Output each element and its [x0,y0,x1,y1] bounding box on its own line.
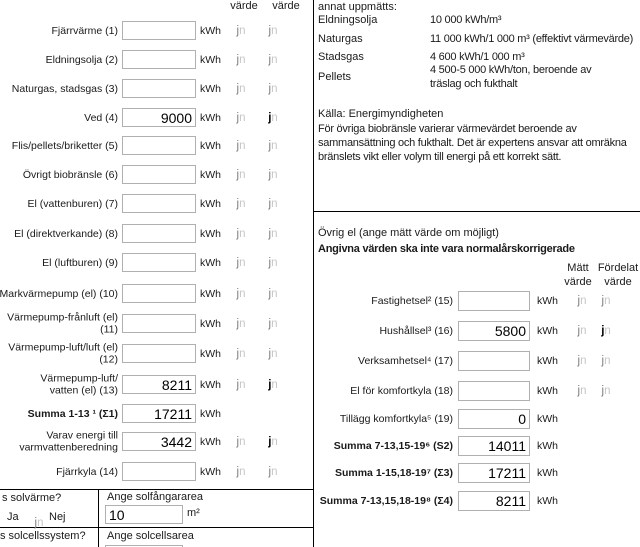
verksamhetsel-17-fordelat-varde-radio[interactable] [596,355,616,367]
el-vattenburen-7-fordelat-varde-radio[interactable] [263,198,283,210]
radio-n-glyph: n [239,111,246,124]
summa-7-13-15-18-19-sigma4-unit-kwh: kWh [537,495,558,507]
varmepump-luft-luft-12-label: Värmepump-luft/luft (el) (12) [8,341,118,366]
radio-n-glyph: n [271,378,278,391]
naturgas-stadsgas-3-input[interactable] [122,79,196,98]
el-luftburen-9-label: El (luftburen) (9) [42,256,118,269]
pv-area-label: Ange solcellsarea [107,530,194,542]
radio-n-glyph: n [580,295,587,307]
ved-4-input[interactable] [122,108,196,127]
summa-7-13-15-19-s2-unit-kwh: kWh [537,440,558,452]
radio-n-glyph: n [239,317,246,330]
radio-n-glyph: n [239,24,246,37]
el-vattenburen-7-matt-varde-radio[interactable] [231,198,251,210]
varmepump-luft-vatten-13-label: Värmepump-luft/ vatten (el) (13) [40,372,118,397]
ovrigt-biobransle-6-matt-varde-radio[interactable] [231,169,251,181]
radio-j-glyph: j [236,287,240,300]
el-direktverkande-8-unit-kwh: kWh [200,227,221,240]
radio-j-glyph: j [236,256,240,269]
fjarrkyla-14-fordelat-varde-radio[interactable] [263,466,283,478]
naturgas-stadsgas-3-matt-varde-radio[interactable] [231,83,251,95]
el-for-komfortkyla-18-label: El för komfortkyla (18) [350,384,453,397]
radio-j-glyph: j [601,355,605,367]
radio-n-glyph: n [580,385,587,397]
verksamhetsel-17-unit-kwh: kWh [537,355,558,367]
tillagg-komfortkyla-19-unit-kwh: kWh [537,413,558,425]
summa-1-13-sigma1-label: Summa 1-13 ¹ (Σ1) [27,407,118,420]
varav-energi-varmvattenberedning-matt-varde-radio[interactable] [231,436,251,448]
radio-n-glyph: n [239,197,246,210]
radio-j-glyph: j [236,168,240,181]
radio-j-glyph: j [268,197,272,210]
info-intro: annat uppmätts: [318,1,397,13]
solar-section-top-line [0,489,314,490]
radio-n-glyph: n [271,111,278,124]
radio-j-glyph: j [268,227,272,240]
hushallsel-16-unit-kwh: kWh [537,325,558,337]
el-for-komfortkyla-18-matt-varde-radio[interactable] [572,385,592,397]
markvarmepump-10-unit-kwh: kWh [200,287,221,300]
fuel-name-stadsgas: Stadsgas [318,51,364,63]
el-vattenburen-7-label: El (vattenburen) (7) [27,197,118,210]
radio-j-glyph: j [601,325,605,337]
radio-j-glyph: j [236,347,240,360]
collector-area-label: Ange solfångararea [107,491,204,503]
radio-j-glyph: j [236,465,240,478]
el-direktverkande-8-input[interactable] [122,224,196,243]
fordelat-varde-header [594,261,640,289]
radio-n-glyph: n [239,287,246,300]
column-divider-line [313,0,314,547]
radio-n-glyph: n [239,256,246,269]
hushallsel-16-fordelat-varde-radio[interactable] [596,325,616,337]
varmepump-franluft-11-input[interactable] [122,314,196,333]
fjarrvarme-1-label: Fjärrvärme (1) [51,24,118,37]
matt-header-line1: Mätt [567,262,589,274]
radio-j-glyph: j [236,53,240,66]
radio-j-glyph: j [601,295,605,307]
radio-j-glyph: j [268,168,272,181]
info-note-line2: sammansättning och fukthalt. Det är expertens ansvar att omräkna [318,137,627,149]
collector-area-input[interactable] [105,505,183,524]
radio-n-glyph: n [239,465,246,478]
markvarmepump-10-fordelat-varde-radio[interactable] [263,288,283,300]
radio-n-glyph: n [271,256,278,269]
solar-heat-ja-label: Ja [7,511,19,523]
varav-energi-varmvattenberedning-fordelat-varde-radio[interactable] [263,436,283,448]
eldningsolja-2-fordelat-varde-radio[interactable] [263,54,283,66]
varmepump-luft-vatten-13-unit-kwh: kWh [200,378,221,391]
fjarrkyla-14-input[interactable] [122,462,196,481]
solar-section-divider-line [98,489,99,547]
varmepump-franluft-11-matt-varde-radio[interactable] [231,318,251,330]
varmepump-luft-vatten-13-fordelat-varde-radio[interactable] [263,379,283,391]
fordelat-varde-column-header: värde [272,0,300,12]
varav-energi-varmvattenberedning-label: Varav energi till varmvattenberedning [19,429,118,454]
solar-pv-question: s solcellssystem? [0,530,86,542]
summa-7-13-15-18-19-sigma4-label: Summa 7-13,15,18-19⁸ (Σ4) [319,494,453,507]
markvarmepump-10-label: Markvärmepump (el) (10) [0,287,118,300]
radio-n-glyph: n [271,287,278,300]
radio-n-glyph: n [271,168,278,181]
radio-n-glyph: n [271,465,278,478]
ovrig-el-title: Övrig el (ange mätt värde om möjligt) [318,227,499,239]
fjarrvarme-1-input[interactable] [122,21,196,40]
radio-n-glyph: n [239,139,246,152]
ovrig-el-subtitle: Angivna värden ska inte vara normalårskorrigerade [318,243,575,255]
radio-j-glyph: j [577,385,581,397]
radio-n-glyph: n [239,435,246,448]
summa-1-15-18-19-sigma3-label: Summa 1-15,18-19⁷ (Σ3) [334,466,453,479]
radio-n-glyph: n [271,82,278,95]
flis-pellets-briketter-5-label: Flis/pellets/briketter (5) [11,139,118,152]
radio-n-glyph: n [580,325,587,337]
radio-n-glyph: n [239,82,246,95]
ved-4-matt-varde-radio[interactable] [231,112,251,124]
ved-4-fordelat-varde-radio[interactable] [263,112,283,124]
varav-energi-varmvattenberedning-input[interactable] [122,432,196,451]
varmepump-luft-luft-12-matt-varde-radio[interactable] [231,348,251,360]
radio-j-glyph: j [268,24,272,37]
radio-j-glyph: j [268,378,272,391]
summa-1-13-sigma1-input[interactable] [122,404,196,423]
varmepump-franluft-11-unit-kwh: kWh [200,317,221,330]
radio-j-glyph: j [268,111,272,124]
tillagg-komfortkyla-19-input[interactable] [458,409,530,429]
markvarmepump-10-matt-varde-radio[interactable] [231,288,251,300]
matt-varde-header [557,261,599,289]
varav-energi-varmvattenberedning-unit-kwh: kWh [200,435,221,448]
radio-n-glyph: n [271,435,278,448]
el-direktverkande-8-label: El (direktverkande) (8) [14,227,118,240]
radio-j-glyph: j [236,24,240,37]
solar-heat-nej-label: Nej [49,511,66,523]
eldningsolja-2-input[interactable] [122,50,196,69]
radio-j-glyph: j [236,227,240,240]
radio-n-glyph: n [271,139,278,152]
summa-1-13-sigma1-unit-kwh: kWh [200,407,221,420]
radio-j-glyph: j [268,347,272,360]
radio-n-glyph: n [239,378,246,391]
ved-4-unit-kwh: kWh [200,111,221,124]
fuel-name-pellets: Pellets [318,71,352,83]
ovrigt-biobransle-6-label: Övrigt biobränsle (6) [22,168,118,181]
el-luftburen-9-input[interactable] [122,253,196,272]
summa-7-13-15-19-s2-input[interactable] [458,436,530,456]
varmepump-luft-luft-12-input[interactable] [122,344,196,363]
flis-pellets-briketter-5-unit-kwh: kWh [200,139,221,152]
verksamhetsel-17-input[interactable] [458,351,530,371]
radio-j-glyph: j [577,355,581,367]
fastighetsel-15-label: Fastighetsel² (15) [371,294,453,307]
radio-j-glyph: j [236,139,240,152]
radio-n-glyph: n [271,53,278,66]
fordelat-header-line1: Fördelat [597,262,639,274]
flis-pellets-briketter-5-matt-varde-radio[interactable] [231,140,251,152]
hushallsel-16-matt-varde-radio[interactable] [572,325,592,337]
radio-j-glyph: j [268,287,272,300]
radio-n-glyph: n [580,355,587,367]
radio-j-glyph: j [236,317,240,330]
eldningsolja-2-unit-kwh: kWh [200,53,221,66]
fastighetsel-15-unit-kwh: kWh [537,295,558,307]
markvarmepump-10-input[interactable] [122,284,196,303]
radio-n-glyph: n [271,24,278,37]
varmepump-franluft-11-label: Värmepump-frånluft (el) (11) [7,311,118,336]
summa-7-13-15-19-s2-label: Summa 7-13,15-19⁶ (S2) [333,439,453,452]
varmepump-luft-luft-12-unit-kwh: kWh [200,347,221,360]
radio-j-glyph: j [268,435,272,448]
radio-n-glyph: n [271,227,278,240]
summa-1-15-18-19-sigma3-input[interactable] [458,463,530,483]
varmepump-franluft-11-fordelat-varde-radio[interactable] [263,318,283,330]
eldningsolja-2-matt-varde-radio[interactable] [231,54,251,66]
radio-j-glyph: j [236,197,240,210]
eldningsolja-2-label: Eldningsolja (2) [45,53,118,66]
radio-j-glyph: j [268,317,272,330]
radio-n-glyph: n [604,325,611,337]
fjarrvarme-1-matt-varde-radio[interactable] [231,25,251,37]
radio-n-glyph: n [271,347,278,360]
radio-j-glyph: j [34,517,38,529]
varmepump-luft-vatten-13-input[interactable] [122,375,196,394]
fastighetsel-15-input[interactable] [458,291,530,311]
radio-j-glyph: j [236,435,240,448]
radio-j-glyph: j [577,295,581,307]
matt-header-line2: värde [564,276,592,288]
tillagg-komfortkyla-19-label: Tillägg komfortkyla⁵ (19) [339,412,453,425]
radio-j-glyph: j [601,385,605,397]
hushallsel-16-input[interactable] [458,321,530,341]
fastighetsel-15-fordelat-varde-radio[interactable] [596,295,616,307]
info-note-line3: bränslets vikt eller volym till energi på ett korrekt sätt. [318,151,562,163]
ovrigt-biobransle-6-input[interactable] [122,165,196,184]
summa-1-15-18-19-sigma3-unit-kwh: kWh [537,467,558,479]
el-vattenburen-7-input[interactable] [122,194,196,213]
radio-j-glyph: j [577,325,581,337]
el-luftburen-9-fordelat-varde-radio[interactable] [263,257,283,269]
matt-varde-column-header: värde [230,0,258,12]
radio-n-glyph: n [271,197,278,210]
radio-n-glyph: n [239,347,246,360]
verksamhetsel-17-label: Verksamhetsel⁴ (17) [358,354,453,367]
fuel-value-stadsgas: 4 600 kWh/1 000 m³ [430,51,525,63]
fjarrkyla-14-label: Fjärrkyla (14) [56,465,118,478]
fuel-name-naturgas: Naturgas [318,33,363,45]
fuel-value-pellets-line1: 4 500-5 000 kWh/ton, beroende av [430,64,592,76]
ved-4-label: Ved (4) [84,111,118,124]
fjarrvarme-1-unit-kwh: kWh [200,24,221,37]
radio-j-glyph: j [268,53,272,66]
varmepump-luft-vatten-13-matt-varde-radio[interactable] [231,379,251,391]
solar-heat-question: s solvärme? [2,492,62,504]
fuel-value-pellets-line2: träslag och fukthalt [430,78,518,90]
fuel-value-eldningsolja: 10 000 kWh/m³ [430,14,502,26]
radio-n-glyph: n [239,53,246,66]
el-luftburen-9-unit-kwh: kWh [200,256,221,269]
verksamhetsel-17-matt-varde-radio[interactable] [572,355,592,367]
varmepump-luft-luft-12-fordelat-varde-radio[interactable] [263,348,283,360]
radio-j-glyph: j [268,82,272,95]
radio-j-glyph: j [268,465,272,478]
el-luftburen-9-matt-varde-radio[interactable] [231,257,251,269]
fuel-name-eldningsolja: Eldningsolja [318,14,378,26]
info-note-line1: För övriga biobränsle varierar värmevärdet beroende av [318,123,577,135]
naturgas-stadsgas-3-fordelat-varde-radio[interactable] [263,83,283,95]
naturgas-stadsgas-3-label: Naturgas, stadsgas (3) [11,82,118,95]
summa-7-13-15-18-19-sigma4-input[interactable] [458,491,530,511]
ovrigt-biobransle-6-fordelat-varde-radio[interactable] [263,169,283,181]
el-for-komfortkyla-18-fordelat-varde-radio[interactable] [596,385,616,397]
flis-pellets-briketter-5-input[interactable] [122,136,196,155]
el-direktverkande-8-fordelat-varde-radio[interactable] [263,228,283,240]
el-for-komfortkyla-18-unit-kwh: kWh [537,385,558,397]
fuel-value-naturgas: 11 000 kWh/1 000 m³ (effektivt värmevärde) [430,33,634,45]
radio-j-glyph: j [268,139,272,152]
radio-j-glyph: j [268,256,272,269]
el-direktverkande-8-matt-varde-radio[interactable] [231,228,251,240]
el-vattenburen-7-unit-kwh: kWh [200,197,221,210]
fjarrvarme-1-fordelat-varde-radio[interactable] [263,25,283,37]
collector-area-unit: m² [187,507,200,519]
radio-j-glyph: j [236,378,240,391]
radio-n-glyph: n [37,517,44,529]
radio-n-glyph: n [604,295,611,307]
radio-j-glyph: j [236,111,240,124]
flis-pellets-briketter-5-fordelat-varde-radio[interactable] [263,140,283,152]
fastighetsel-15-matt-varde-radio[interactable] [572,295,592,307]
naturgas-stadsgas-3-unit-kwh: kWh [200,82,221,95]
radio-n-glyph: n [239,227,246,240]
radio-n-glyph: n [271,317,278,330]
radio-n-glyph: n [604,385,611,397]
radio-j-glyph: j [236,82,240,95]
fordelat-header-line2: värde [604,276,632,288]
right-section-divider-line [313,211,640,212]
radio-n-glyph: n [239,168,246,181]
info-source: Källa: Energimyndigheten [318,108,444,120]
radio-n-glyph: n [604,355,611,367]
el-for-komfortkyla-18-input[interactable] [458,381,530,401]
solar-heat-nej-radio[interactable] [29,517,49,529]
fjarrkyla-14-matt-varde-radio[interactable] [231,466,251,478]
ovrigt-biobransle-6-unit-kwh: kWh [200,168,221,181]
hushallsel-16-label: Hushållsel³ (16) [379,324,453,337]
fjarrkyla-14-unit-kwh: kWh [200,465,221,478]
